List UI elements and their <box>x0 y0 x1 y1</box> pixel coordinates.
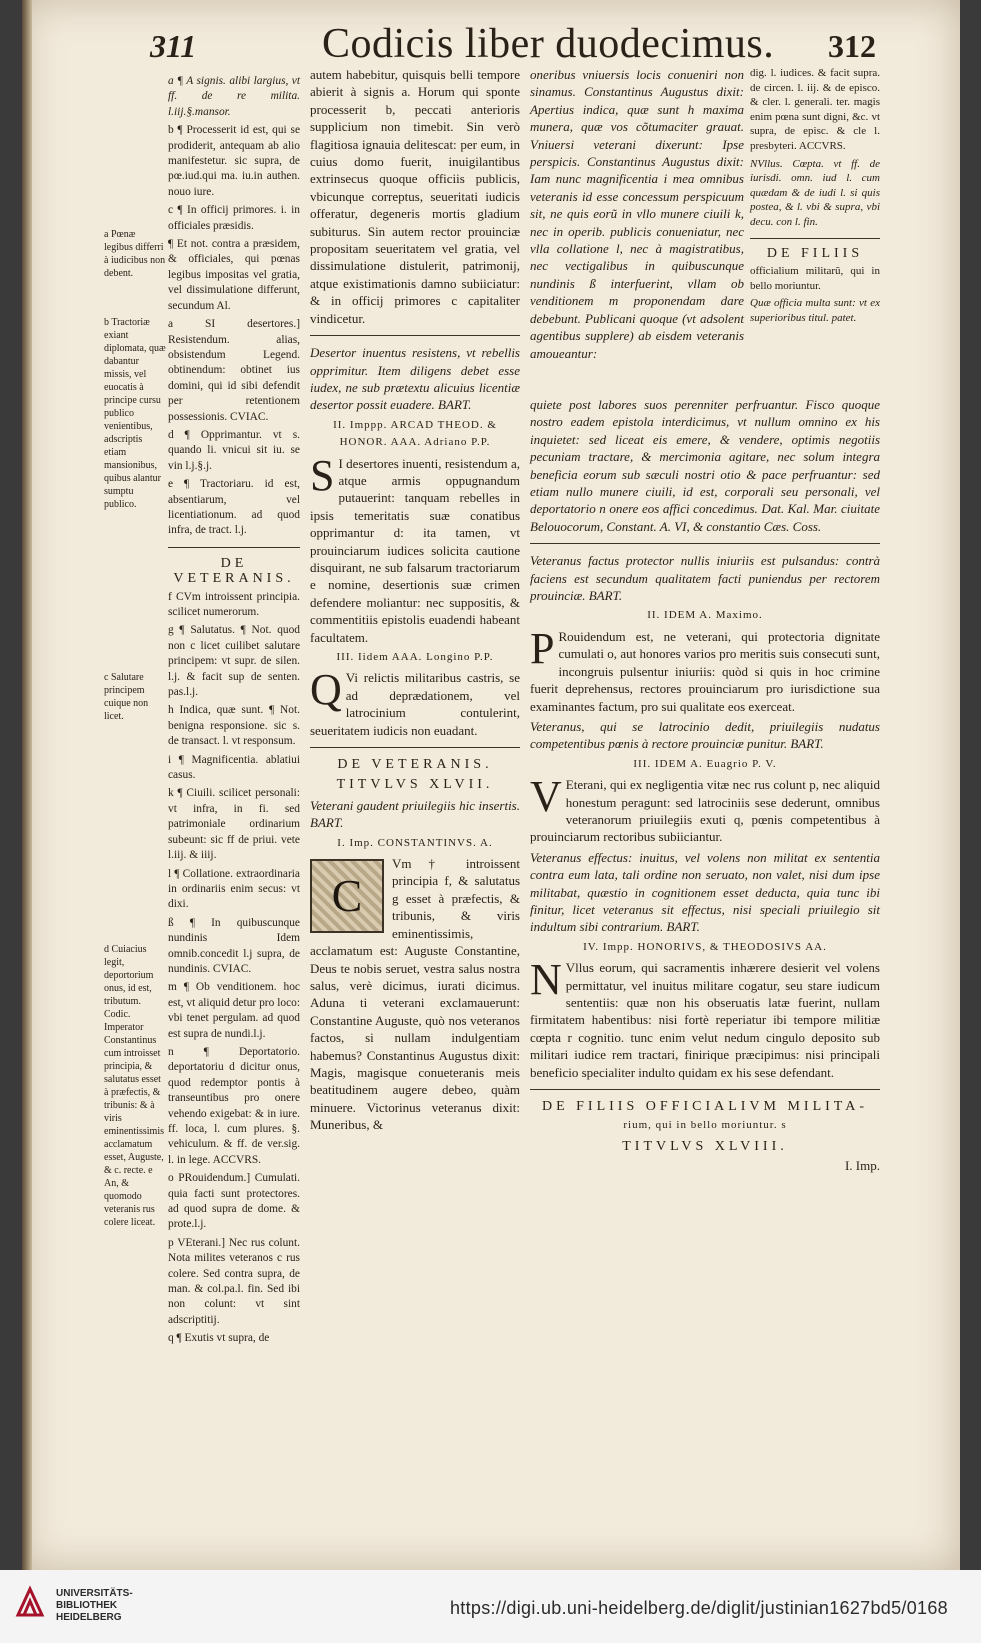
library-name-line: HEIDELBERG <box>56 1612 122 1623</box>
gloss-note: m ¶ Ob venditionem. hoc est, vt aliquid detur pro loco: vbi tenet pergulam. ad quod est supra de nundi.l.j. <box>168 981 300 1040</box>
gloss-note: d ¶ Opprimantur. vt s. quando li. vnicui sit iu. se vin l.j.§.j. <box>168 428 300 472</box>
law-text-body: Vm † introissent principia f, & salutatus g esset à præfectis, & tribunis, & viris eminentissimis, acclamatum est: Auguste Constantine, Deus te nobis seruet, vestra salus nostra salus, verè dicimus, iurati dicimus. Aduna ti veterani exclamauerunt: Constantine Auguste, quò nos veteranos factos, si nullam indulgentiam habemus? Constantinus Augustus dixit: Magis, magisque conueteranis meis beatitudinem augere debeo, quàm minuere. Victorinus veteranus dixit: Muneribus, & <box>310 856 520 1133</box>
law-text <box>310 855 520 1134</box>
gloss-column-right <box>750 66 880 329</box>
book-page <box>22 0 960 1570</box>
law-heading: III. IDEM A. Euagrio P. V. <box>633 757 777 770</box>
gloss-note: a SI desertores.] Resistendum. alias, obsistendum Legend. obtinendum: obtinet ius domini, qui id sibi defendit per retentionem possessionis. CVIAC. <box>168 318 300 423</box>
gloss-note: b ¶ Processerit id est, qui se prodiderit, antequam ab alio manifestetur. sic supra, de pœ.iud.qui ma. iu.in authen. nouo iure. <box>168 124 300 198</box>
divider <box>530 1089 880 1090</box>
gloss-column <box>168 74 300 1350</box>
law-text-body: Vllus eorum, qui sacramentis inhærere desierit vel volens permittatur, vel inuitus militare cogatur, seu stare iudicum sententiis: quæ non his obseruatis latæ fuerint, nullam firmitatem habentibus: nisi fortè reperiatur ibi tempore militiæ cœpta r cognitio. tunc enim velut nedum cingulo deposito sub militari iudice rem tractari, finirique præcipimus: nisi principali beneficio specialiter indulto quidam ex his sese defendant. <box>530 960 880 1080</box>
law-heading: IV. Impp. HONORIVS, & THEODOSIVS AA. <box>583 940 827 953</box>
gloss-note: p VEterani.] Nec rus colunt. Nota milites veteranos c rus colere. Sed contra supra, de man. & col.pa.l. fin. Sed ibi non colunt: vt sint adscriptitij. <box>168 1236 300 1326</box>
gloss-note: NVllus. Cœpta. vt ff. de iurisdi. omn. iud l. cum quædam & de iudi l. si quis postea, & l. vbi & supra, vbi decu. con l. fin. <box>750 157 880 228</box>
page-number-left: 311 <box>150 28 197 64</box>
title-heading: DE VETERANIS. <box>337 757 493 773</box>
law-heading: II. Imppp. ARCAD THEOD. & HONOR. AAA. Adriano P.P. <box>333 418 497 449</box>
divider <box>310 747 520 748</box>
summary: Desertor inuentus resistens, vt rebellis opprimitur. Item diligens debet esse iudex, ne sub prætextu alicuius licentiæ desertor possit euadere. BART. <box>310 345 520 413</box>
library-name <box>56 1588 133 1624</box>
summary: Veteranus factus protector nullis iniuriis est pulsandus: contrà faciens est secundum qualitatem facti puniendus per rectorem prouinciæ. BART. <box>530 553 880 604</box>
divider <box>750 238 880 239</box>
title-heading: DE FILIIS OFFICIALIVM MILITA- <box>541 1099 869 1115</box>
book-spine <box>22 0 32 1570</box>
margin-note: d Cuiacius legit, deportorium onus, id est, tributum. Codic. Imperator Constantinus cum introisset principia, & salutatus esset à præfectis, & tribunis: & à viris eminentissimis acclamatum esset, Auguste, & c. recte. e An, & quomodo veteranis rus colere liceat. <box>104 944 164 1228</box>
library-name-line: BIBLIOTHEK <box>56 1600 118 1611</box>
margin-note: a Pœnæ legibus differri à iudicibus non debent. <box>104 229 166 279</box>
summary: Veteranus, qui se latrocinio dedit, priuilegiis nudatus competentibus pœnis à rectore prouinciæ punitur. BART. <box>530 718 880 752</box>
outer-margin-notes <box>104 228 166 1265</box>
gloss-note: h Indica, quæ sunt. ¶ Not. benigna responsione. sic s. de transact. l. vt responsum. <box>168 704 300 748</box>
law-heading: III. Iidem AAA. Longino P.P. <box>336 651 494 663</box>
summary: Veterani gaudent priuilegiis hic insertis. BART. <box>310 797 520 831</box>
law-text <box>310 450 520 646</box>
drop-initial: Q <box>310 665 342 715</box>
gloss-note: n ¶ Deportatorio. deportatoriu d dicitur onus, quod redemptor pontis à transeuntibus pro onere vehendo exigebat: & in iure. ff. loca, l. cum plures. §. vehiculum. & ff. de ver.sig. l. in lege. ACCVRS. <box>168 1045 300 1166</box>
title-subheading: rium, qui in bello moriuntur. s <box>623 1119 787 1132</box>
law-heading: I. Imp. CONSTANTINVS. A. <box>337 836 493 849</box>
page-title: Codicis liber duodecimus. <box>322 21 775 67</box>
gloss-note: dig. l. iudices. & facit supra. de circen. l. iij. & de episco. & cler. l. generali. ter. magis enim pœna sunt digni, &c. vt supra, de episc. & cle l. presbyteri. ACCVRS. <box>750 67 880 152</box>
law-text <box>310 665 520 739</box>
law-text-body: Eterani, qui ex negligentia vitæ nec rus colunt p, nec aliquid honestum peragunt: sed latrociniis sese dederunt, omnibus veteranorum priuilegiis exuti q, pœnis competentibus à prouinciarum rectoribus subiiciantur. <box>530 777 880 845</box>
main-text-column-left <box>310 66 520 1137</box>
law-heading: II. IDEM A. Maximo. <box>647 609 763 622</box>
drop-initial: S <box>310 450 335 500</box>
gloss-note: ß ¶ In quibuscunque nundinis Idem omnib.concedit l.j supra, de nundinis. CVIAC. <box>168 916 300 975</box>
drop-initial: N <box>530 955 562 1005</box>
law-text <box>530 955 880 1081</box>
library-name-line: UNIVERSITÄTS- <box>56 1588 133 1599</box>
gloss-note: a ¶ A signis. alibi largius, vt ff. de re milita. l.iij.§.mansor. <box>168 75 300 118</box>
page-number-right: 312 <box>828 28 876 64</box>
main-text-wide <box>530 396 880 1178</box>
law-text: quiete post labores suos perenniter perfruantur. Fisco quoque nostro eadem epistola interdicimus, vt nullum omnino ex his inquietet: sed liceat eis emere, & vendere, optimis negotiis pecuniam tractare, & mercimonia agitare, nec solum integra beneficia eorum sub sæculi nostri otio & pace perfruantur: sed etiam nullo munere ciuili, id est, corporali seu personali, vel deportatorio n onere eos affici concedimus. Dat. Kal. Mar. ciuitate Belouocorum, Constant. A. VI, & constantio Cæs. Coss. <box>530 397 880 534</box>
gloss-note: g ¶ Salutatus. ¶ Not. quod non c licet cuilibet salutare principem: vt supr. de silen. l.j. & facit sup de senten. pas.l.j. <box>168 624 300 699</box>
gloss-note: Quæ officia multa sunt: vt ex superioribus titul. patet. <box>750 297 880 324</box>
law-text-body: I desertores inuenti, resistendum a, atque armis oppugnandum putauerint: tanquam rebelles in ipsis temeritatis suæ conatibus opprimantur d: ita tamen, vt prouinciarum iudices solicita cautione disquirant, ne sub falsarum tractoriarum e nomine, desertionis suæ crimen defendere moliantur: nec suppositis, & commentitiis epistolis euadendi habeant facultatem. <box>310 455 520 645</box>
gloss-note: l ¶ Collatione. extraordinaria in ordinariis enim secus: vt dixi. <box>168 867 300 911</box>
gloss-note: e ¶ Tractoriaru. id est, absentiarum, vel licentiationum. ad quod infra, de tract. l.j. <box>168 478 300 537</box>
permalink-url[interactable]: https://digi.ub.uni-heidelberg.de/diglit/justinian1627bd5/0168 <box>450 1598 948 1618</box>
catchword: I. Imp. <box>844 1158 880 1174</box>
law-text-body: Vi relictis militaribus castris, se ad deprædationem, vel latrocinium contulerint, seueritatem iudicis non euadant. <box>310 670 520 738</box>
decorated-initial: C <box>310 859 384 933</box>
gloss-section-heading: DE FILIIS <box>766 245 864 261</box>
gloss-note: k ¶ Ciuili. scilicet personali: vt infra, in fi. sed patrimoniale ordinarium subeunt: sic ff de priui. vete l.iij. & iiij. <box>168 787 300 862</box>
titulus-number: TITVLVS XLVIII. <box>622 1138 788 1154</box>
gloss-note: ¶ Et not. contra a præsidem, & officiales, qui pœnas legibus impositas vel gratia, vel dissimulatione differunt, secundum Al. <box>168 238 300 312</box>
gloss-note: q ¶ Exutis vt supra, de <box>168 1332 270 1345</box>
law-text: autem habebitur, quisquis belli tempore abierit à signis a. Horum qui sponte processerit b, peccati anterioris supplicium non timebit. Sin verò flagitiosa ignauia delitescat: per eum, in cuius domo fuerit, inuigilantibus extrinsecus quoque officiis publicis, vbicunque correptus, seueritati iudicis offeratur, degeneris mortis gladium subiturus. Sin autem rector prouinciæ propositam seueritatem vel gratia, vel dissimulatione distulerit, patrimonij, atque existimationis damno subiiciatur: & in officij primores c capitaliter vindicetur. <box>310 67 520 326</box>
law-text: oneribus vniuersis locis conueniri non sinamus. Constantinus Augustus dixit: Apertius indica, quæ sunt h maxima munera, quæ vos cõtumaciter grauat. Vniuersi veterani dixerunt: Ipse perspicis. Constantinus Augustus dixit: Iam nunc magnificentia i mea omnibus veteranis id esse concessum perspicuum sit, ne quis eorũ in vllo munere ciuili k, nec in operib. publicis conueniatur, nec vlla collatione l, nec à magistratibus, nec vectigalibus in quibuscunque nundinis ß interfuerint, vllam ob venditionem m proponendam dare debebunt. Publicani quoque (vt adsolent agentibus supplere) ab eisdem veteranis amoueantur: <box>530 67 744 361</box>
titulus-number: TITVLVS XLVII. <box>336 777 494 793</box>
law-text <box>530 623 880 715</box>
law-text <box>530 772 880 846</box>
gloss-note: f CVm introissent principia. scilicet numerorum. <box>168 590 300 618</box>
gloss-section-heading: DE VETERANIS. <box>173 555 295 587</box>
margin-note: b Tractoriæ exiant diplomata, quæ dabantur missis, vel euocatis à principe cursu publico venientibus, adscriptis etiam mansionibus, quibus alantur sumptu publico. <box>104 317 166 510</box>
divider <box>310 335 520 336</box>
law-text-body: Rouidendum est, ne veterani, qui protectoria dignitate cumulati o, aut honores varios pro meritis suis consecuti sunt, incongruis pulsentur iniuriis: quòd si quis in hoc crimine fuerit deprehensus, rectores prouinciarum pro iurisdictione sua examinantes factum, pro sui qualitate eos exerceat. <box>530 628 880 714</box>
gloss-note: i ¶ Magnificentia. ablatiui casus. <box>168 753 300 782</box>
gloss-note: officialium militarũ, qui in bello moriuntur. <box>750 265 880 292</box>
divider <box>168 547 300 548</box>
drop-initial: P <box>530 623 555 673</box>
divider <box>530 543 880 544</box>
drop-initial: V <box>530 772 562 822</box>
gloss-note: c ¶ In officij primores. i. in officiales præsidis. <box>168 204 300 232</box>
main-text-column-right <box>530 66 744 365</box>
library-logo-icon <box>14 1585 48 1619</box>
summary: Veteranus effectus: inuitus, vel volens non militat ex sententia contra eum lata, tali ordine non seruato, non valet, nisi dum ipse militabat, quæstio in cognitionem esset deducta, quia tunc ibi finitur, licet veteranus sit effectus, nisi speciali priuilegio sit indultum sibi contrarium. BART. <box>530 849 880 935</box>
margin-note: c Salutare principem cuique non licet. <box>104 672 149 722</box>
gloss-note: o PRouidendum.] Cumulati. quia facti sunt protectores. ad quod supra de dome. & prote.l.j. <box>168 1172 300 1231</box>
